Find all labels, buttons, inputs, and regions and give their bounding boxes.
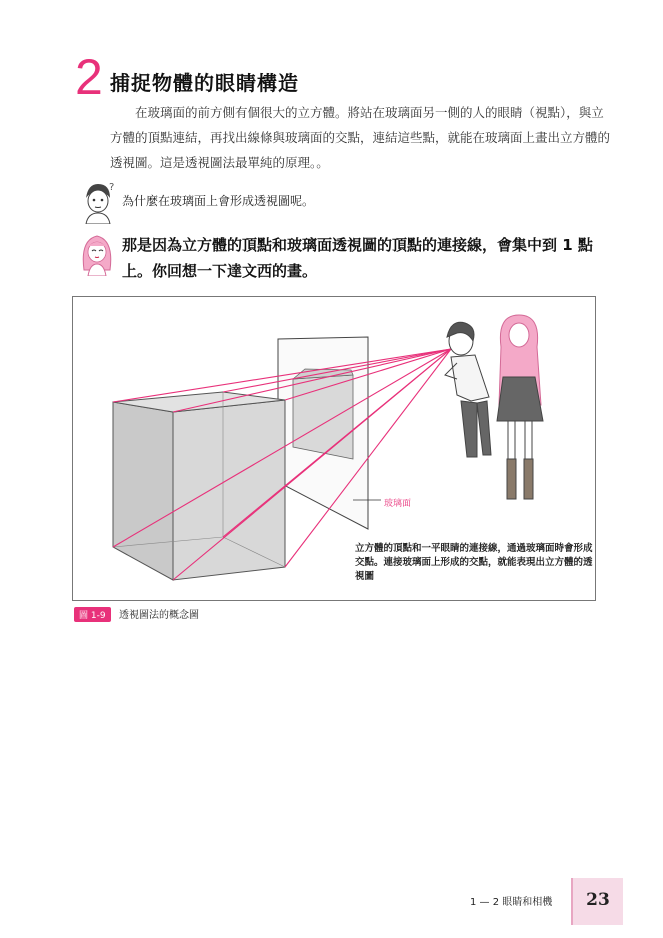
question-text: 為什麼在玻璃面上會形成透視圖呢。	[122, 194, 315, 208]
perspective-figure	[72, 296, 596, 601]
page-number: 23	[586, 890, 610, 910]
intro-paragraph: 在玻璃面的前方側有個很大的立方體。將站在玻璃面另一側的人的眼睛（視點），與立方體的頂點連結，再找出線條與玻璃面的交點，連結這些點，就能在玻璃面上畫出立方體的透視圖。這是透視圖法最單純的原理。。	[110, 105, 611, 170]
chapter-footer: 1 — 2 眼睛和相機	[470, 897, 553, 908]
figure-caption: 透視圖法的概念圖	[119, 610, 199, 621]
answer-text: 那是因為立方體的頂點和玻璃面透視圖的頂點的連接線，會集中到 1 點上。你回想一下達文西的畫。	[122, 236, 593, 280]
page-number-box	[571, 878, 623, 925]
svg-text:?: ?	[109, 182, 115, 193]
glass-label: 玻璃面	[384, 499, 412, 509]
section-number: 2	[75, 49, 103, 105]
figure-note: 立方體的頂點和一平眼睛的連接線，通過玻璃面時會形成交點。連接玻璃面上形成的交點，就能表現出立方體的透視圖	[355, 543, 593, 582]
girl-avatar-icon	[76, 230, 118, 276]
girl-figure	[497, 315, 543, 499]
boy-avatar-icon	[76, 180, 118, 224]
boy-figure	[445, 322, 491, 457]
section-title: 捕捉物體的眼睛構造	[110, 71, 299, 95]
figure-number-badge: 圖 1-9	[74, 607, 111, 622]
